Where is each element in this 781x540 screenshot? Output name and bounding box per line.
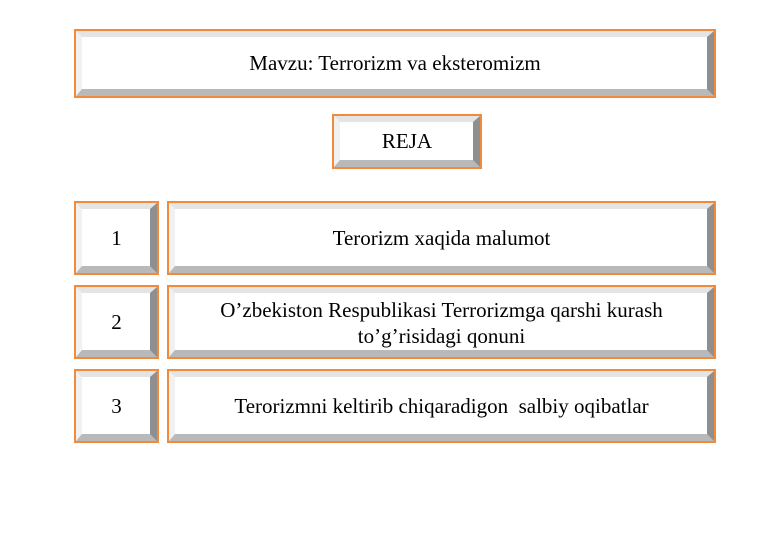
item-text: O’zbekiston Respublikasi Terrorizmga qarshi kurash to’g’risidagi qonuni bbox=[220, 298, 663, 349]
plan-heading: REJA bbox=[381, 129, 433, 154]
item-number: 1 bbox=[111, 225, 122, 250]
plan-heading-box bbox=[332, 114, 482, 169]
page-title: Mavzu: Terrorizm va eksteromizm bbox=[249, 51, 541, 76]
item-text-box-2 bbox=[167, 285, 716, 359]
item-number-box-2 bbox=[74, 285, 159, 359]
item-text-box-3 bbox=[167, 369, 716, 443]
item-number-box-1 bbox=[74, 201, 159, 275]
title-box bbox=[74, 29, 716, 98]
item-text: Terorizm xaqida malumot bbox=[332, 225, 551, 250]
item-number-box-3 bbox=[74, 369, 159, 443]
item-number: 3 bbox=[111, 393, 122, 418]
item-text: Terorizmni keltirib chiqaradigon salbiy oqibatlar bbox=[234, 393, 649, 418]
item-number: 2 bbox=[111, 309, 122, 334]
item-text-box-1 bbox=[167, 201, 716, 275]
